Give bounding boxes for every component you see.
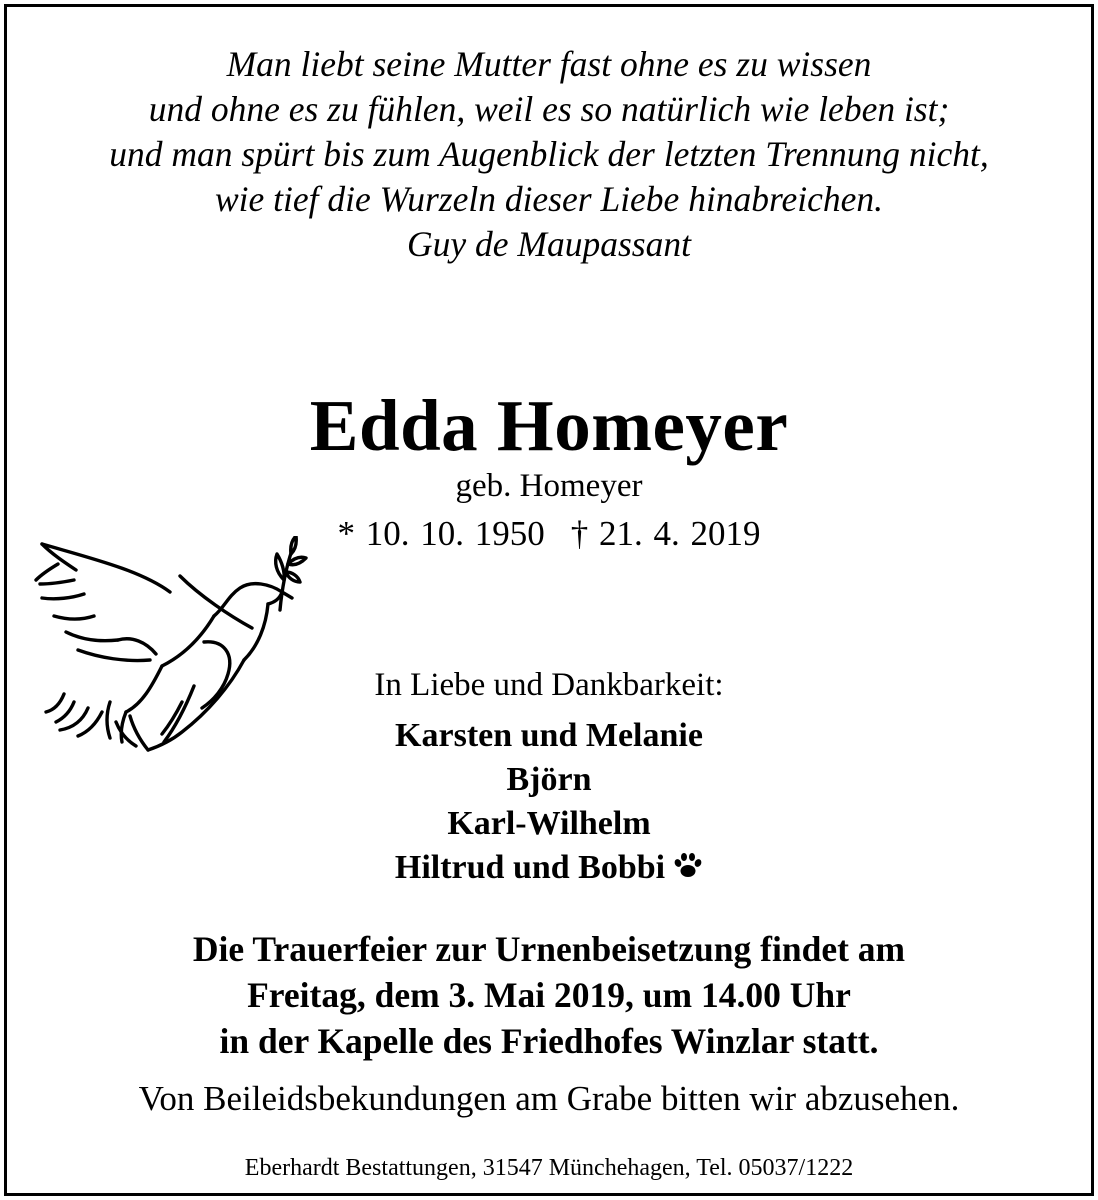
maiden-name: geb. Homeyer (455, 468, 643, 504)
mourner-2: Björn (506, 761, 592, 798)
quote-line-2: und ohne es zu fühlen, weil es so natürlich wie leben ist; (148, 89, 950, 129)
deceased-name: Edda Homeyer (309, 385, 789, 466)
ceremony-line-1: Die Trauerfeier zur Urnenbeisetzung findet am (192, 929, 906, 969)
mourners-intro: In Liebe und Dankbarkeit: (374, 667, 724, 703)
death-date: † 21. 4. 2019 (570, 514, 761, 553)
ceremony-line-3: in der Kapelle des Friedhofes Winzlar statt. (219, 1021, 879, 1061)
ceremony-info (0, 926, 1098, 1064)
quote-line-3: und man spürt bis zum Augenblick der letzten Trennung nicht, (109, 134, 989, 174)
funeral-home-footer: Eberhardt Bestattungen, 31547 Münchehagen, Tel. 05037/1222 (244, 1155, 854, 1181)
mourner-3: Karl-Wilhelm (447, 805, 651, 842)
ceremony-line-2: Freitag, dem 3. Mai 2019, um 14.00 Uhr (247, 975, 851, 1015)
birth-date: * 10. 10. 1950 (337, 514, 545, 553)
mourners-list (0, 714, 1098, 890)
quote-author: Guy de Maupassant (407, 224, 691, 264)
mourner-1: Karsten und Melanie (395, 717, 703, 754)
condolence-note: Von Beileidsbekundungen am Grabe bitten wir abzusehen. (138, 1079, 960, 1118)
quote-block (0, 42, 1098, 267)
paw-print-icon (673, 852, 703, 880)
mourner-4-row (0, 846, 1098, 890)
quote-line-4: wie tief die Wurzeln dieser Liebe hinabreichen. (214, 179, 884, 219)
quote-line-1: Man liebt seine Mutter fast ohne es zu wissen (226, 44, 872, 84)
mourner-4: Hiltrud und Bobbi (394, 849, 666, 886)
